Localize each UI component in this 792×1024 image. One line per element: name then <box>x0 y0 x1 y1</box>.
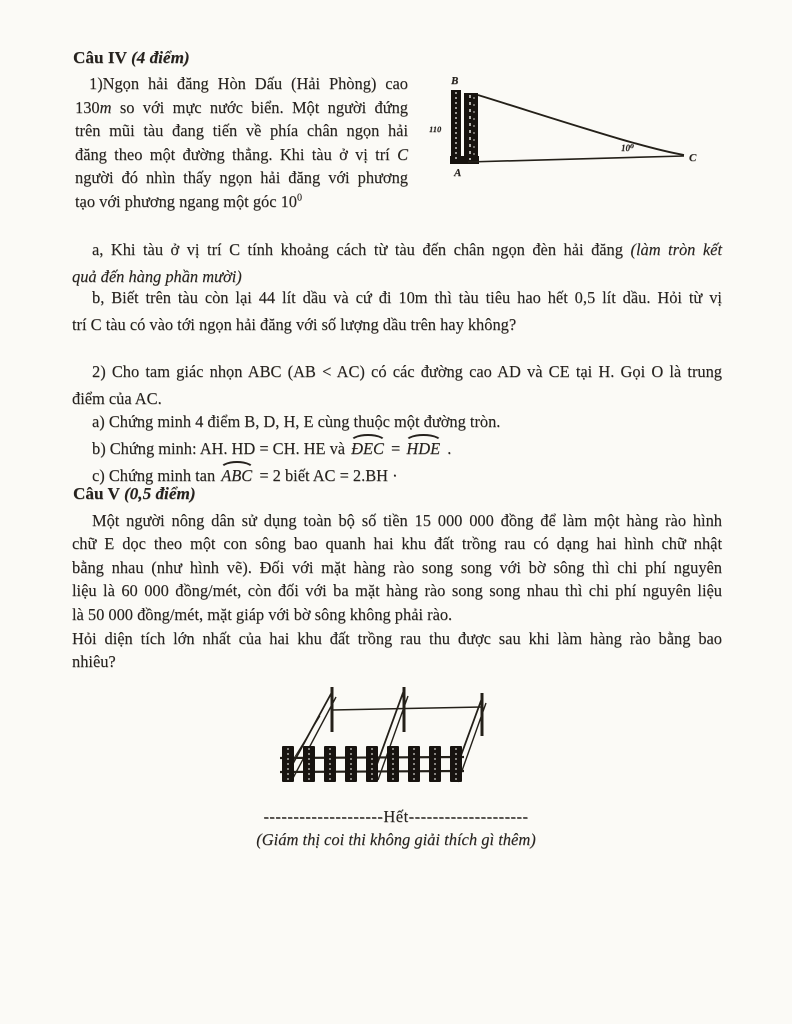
problem-2-items <box>72 409 722 489</box>
text-segment: m <box>99 97 112 117</box>
text-line <box>75 72 408 96</box>
fence-front-posts <box>282 746 462 782</box>
text-segment: 0 <box>296 192 302 204</box>
text-segment: b) Chứng minh: AH. HD = CH. HE và <box>92 438 350 458</box>
text-segment: bằng nhau (như hình vẽ). Đối với mặt hàng rào song song với bờ sông thì chi phí nguyên <box>72 557 722 577</box>
text-line <box>72 236 722 263</box>
sight-line <box>478 95 684 155</box>
text-segment: HDE <box>406 438 441 458</box>
text-segment: Câu V <box>73 484 124 503</box>
text-segment: a, Khi tàu ở vị trí C tính khoảng cách từ tàu đến chân ngọn đèn hải đăng <box>92 240 631 259</box>
text-segment: tạo với phương ngang một góc 10 <box>75 191 297 211</box>
text-segment: . <box>443 438 452 458</box>
text-segment: 1)Ngọn hải đăng Hòn Dấu (Hải Phòng) cao <box>89 74 408 93</box>
text-line <box>72 284 722 311</box>
point-b-label: B <box>451 75 459 87</box>
text-segment: a) Chứng minh 4 điểm B, D, H, E cùng thuộc một đường tròn. <box>92 412 501 431</box>
proctor-note: (Giám thị coi thi không giải thích gì thêm) <box>256 830 536 849</box>
text-line <box>72 650 722 673</box>
text-line <box>72 385 722 412</box>
text-segment: = 2 biết AC = 2.BH · <box>255 465 398 485</box>
text-segment: = <box>386 438 405 458</box>
text-segment: (làm tròn kết <box>630 240 723 259</box>
section-heading-cau-iv <box>73 48 190 68</box>
text-line <box>72 603 722 626</box>
text-segment: Một người nông dân sử dụng toàn bộ số tiền 15 000 000 đồng để làm một hàng rào hình <box>92 511 722 530</box>
text-line <box>75 190 408 214</box>
text-segment: liệu là 60 000 đồng/mét, còn đối với ba mặt hàng rào song song nhau thì chi phí nguyên liệu <box>72 581 722 601</box>
text-segment: so với mực nước biển. Một người đứng <box>111 97 408 117</box>
text-line <box>92 436 722 463</box>
text-segment: quả đến hàng phần mười) <box>72 267 242 286</box>
text-segment: là 50 000 đồng/mét, mặt giáp với bờ sông không phải rào. <box>72 604 453 624</box>
section-heading-cau-v <box>73 484 196 504</box>
problem-5-statement <box>72 509 722 626</box>
tower-height-label: 110 <box>429 124 442 134</box>
text-line <box>75 166 408 190</box>
text-segment: C <box>397 144 408 164</box>
problem-5-question <box>72 627 722 674</box>
text-line <box>92 409 722 436</box>
end-marker: --------------------Hết-------------------- <box>263 807 529 826</box>
problem-2-statement <box>72 358 722 412</box>
sea-line <box>468 156 684 162</box>
text-line <box>75 119 408 143</box>
text-segment: người đó nhìn thấy ngọn hải đăng với phương <box>75 168 408 188</box>
text-segment: c) Chứng minh tan <box>92 465 220 485</box>
text-segment: đăng theo một đường thẳng. Khi tàu ở vị trí <box>75 144 398 164</box>
lighthouse-figure <box>428 66 708 178</box>
text-segment: nhiêu? <box>72 652 116 672</box>
fence-figure <box>266 680 502 796</box>
text-segment: Câu IV <box>73 48 131 67</box>
text-segment: 2) Cho tam giác nhọn ABC (AB < AC) có các đường cao AD và CE tại H. Gọi O là trung <box>92 362 722 381</box>
text-segment: chữ E dọc theo một con sông bao quanh hai khu đất trồng rau có dạng hai hình chữ nhật <box>72 534 722 554</box>
text-line <box>73 484 196 504</box>
text-segment: b, Biết trên tàu còn lại 44 lít dầu và cứ đi 10m thì tàu tiêu hao hết 0,5 lít dầu. Hỏi từ vị <box>92 288 722 307</box>
text-segment: (4 điểm) <box>130 48 190 67</box>
text-segment: trí C tàu có vào tới ngọn hải đăng với số lượng dầu trên hay không? <box>72 315 517 334</box>
point-a-label: A <box>454 167 462 178</box>
text-line <box>72 509 722 532</box>
text-line <box>75 143 408 167</box>
problem-1b-text <box>72 284 722 338</box>
text-segment: trên mũi tàu đang tiến về phía chân ngọn hải <box>75 121 408 141</box>
text-line <box>72 579 722 602</box>
fence-back-rail <box>332 687 482 736</box>
problem-1a-text <box>72 236 722 290</box>
problem-1-statement <box>75 72 408 214</box>
text-segment: Hỏi diện tích lớn nhất của hai khu đất trồng rau thu được sau khi làm hàng rào bằng bao <box>72 629 722 648</box>
text-line <box>72 556 722 579</box>
text-segment: ABC <box>221 465 253 485</box>
text-segment: 130 <box>75 97 100 117</box>
text-line <box>72 311 722 338</box>
text-segment: (0,5 điểm) <box>123 484 196 503</box>
angle-label: 10⁰ <box>621 143 634 153</box>
text-line <box>72 627 722 650</box>
text-line <box>75 96 408 120</box>
text-line <box>73 48 190 68</box>
lighthouse-tower <box>450 90 479 164</box>
text-line <box>72 532 722 555</box>
text-segment: điểm của AC. <box>72 389 162 408</box>
text-segment: ĐEC <box>351 438 384 458</box>
point-c-label: C <box>689 152 697 164</box>
text-line <box>72 358 722 385</box>
